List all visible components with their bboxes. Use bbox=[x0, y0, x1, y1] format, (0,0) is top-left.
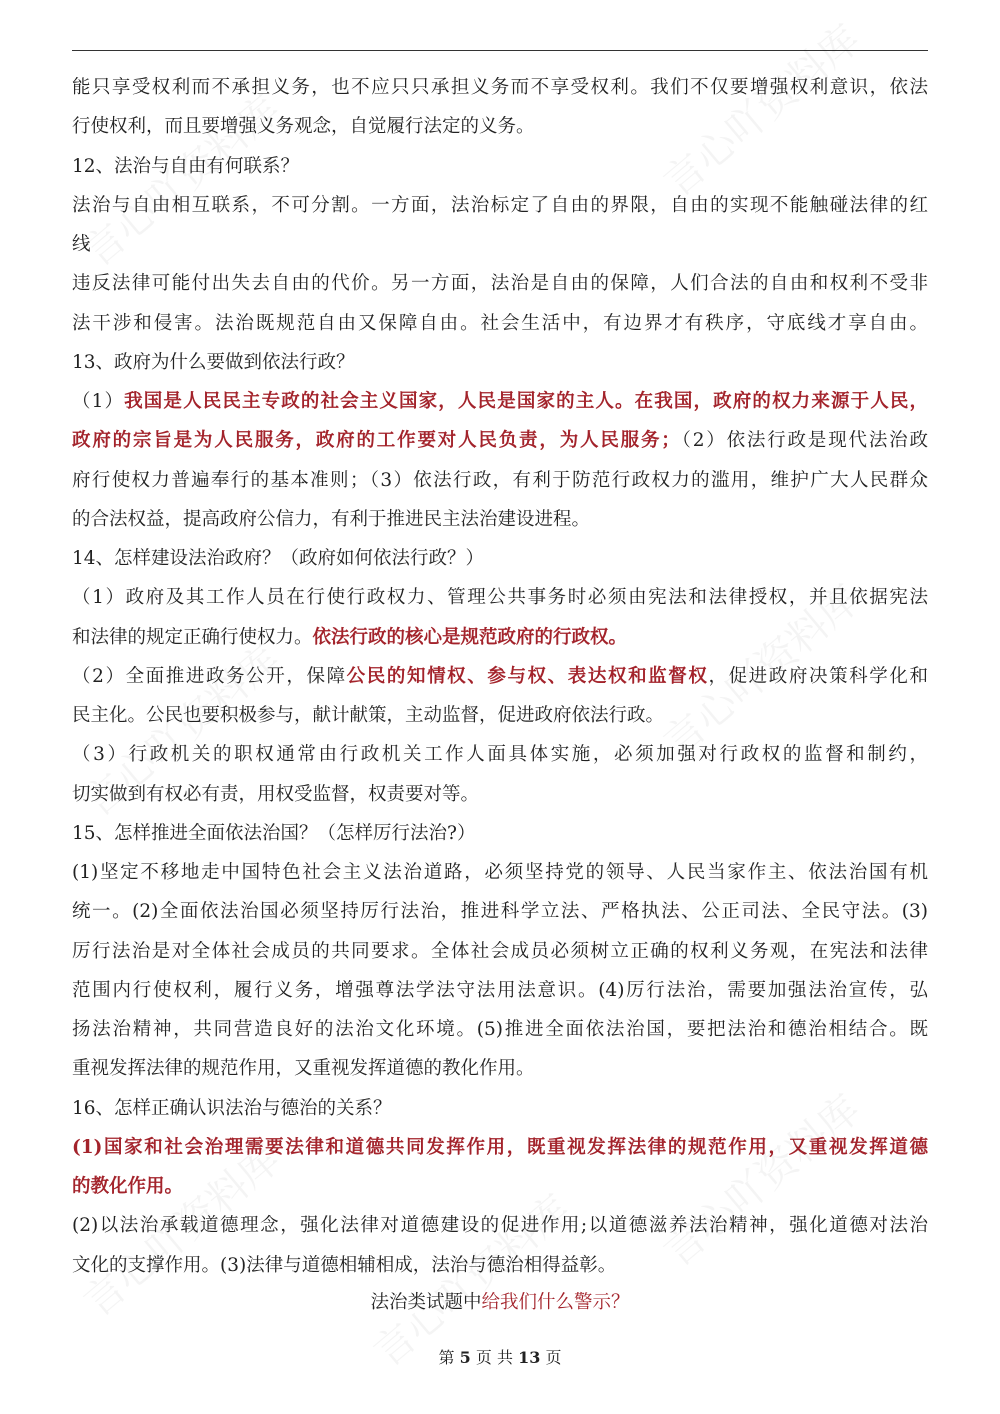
page-number: 5 bbox=[459, 1348, 471, 1367]
text-segment: 的合法权益，提高政府公信力，有利于推进民主法治建设进程。 bbox=[72, 508, 591, 530]
highlighted-text: 公民的知情权、参与权、表达权和监督权 bbox=[346, 665, 709, 687]
text-line bbox=[72, 1089, 928, 1128]
text-line bbox=[72, 618, 928, 657]
header-rule bbox=[72, 50, 928, 51]
text-line bbox=[72, 500, 928, 539]
text-segment: 和法律的规定正确行使权力。 bbox=[72, 626, 313, 648]
text-line bbox=[72, 1010, 928, 1049]
text-segment: 重视发挥法律的规范作用，又重视发挥道德的教化作用。 bbox=[72, 1058, 535, 1080]
document-body bbox=[72, 68, 928, 1285]
text-line bbox=[72, 264, 928, 303]
text-segment: 府行使权力普遍奉行的基本准则；（3）依法行政，有利于防范行政权力的滥用，维护广大人民群众 bbox=[72, 469, 928, 491]
text-segment: 法治与自由相互联系，不可分割。一方面，法治标定了自由的界限，自由的实现不能触碰法律的红 bbox=[72, 194, 928, 216]
text-segment: 扬法治精神，共同营造良好的法治文化环境。(5)推进全面依法治国，要把法治和德治相结合。既 bbox=[72, 1019, 928, 1040]
text-segment: （1） bbox=[72, 391, 125, 412]
text-line bbox=[72, 971, 928, 1010]
highlighted-text: (1)国家和社会治理需要法律和道德共同发挥作用，既重视发挥法律的规范作用，又重视发挥道德 bbox=[72, 1136, 928, 1158]
highlighted-text: 的教化作用。 bbox=[72, 1176, 184, 1197]
text-segment: 法干涉和侵害。法治既规范自由又保障自由。社会生活中，有边界才有秩序，守底线才享自由。 bbox=[72, 312, 928, 334]
text-segment: (1)坚定不移地走中国特色社会主义法治道路，必须坚持党的领导、人民当家作主、依法治国有机 bbox=[72, 862, 928, 883]
text-line bbox=[72, 578, 928, 617]
footer-mid: 页 共 bbox=[475, 1348, 513, 1367]
text-segment: 12、法治与自由有何联系？ bbox=[72, 155, 300, 177]
text-segment: （2）依法行政是现代法治政 bbox=[679, 430, 928, 452]
section-title-plain: 法治类试题中 bbox=[370, 1292, 482, 1313]
text-segment: （1）政府及其工作人员在行使行政权力、管理公共事务时必须由宪法和法律授权，并且依据宪法 bbox=[72, 587, 928, 609]
text-line bbox=[72, 814, 928, 853]
text-segment: 13、政府为什么要做到依法行政？ bbox=[72, 351, 355, 373]
page-footer bbox=[0, 1345, 1000, 1371]
footer-suffix: 页 bbox=[545, 1348, 562, 1367]
text-line bbox=[72, 1246, 928, 1285]
text-line bbox=[72, 225, 928, 264]
text-segment: 能只享受权利而不承担义务，也不应只只承担义务而不享受权利。我们不仅要增强权利意识，依法 bbox=[72, 77, 928, 98]
highlighted-text: 政府的宗旨是为人民服务，政府的工作要对人民负责，为人民服务； bbox=[72, 430, 680, 452]
text-segment: (2)以法治承载道德理念，强化法律对道德建设的促进作用;以道德滋养法治精神，强化道德对法治 bbox=[72, 1215, 928, 1237]
text-line bbox=[72, 461, 928, 500]
text-line bbox=[72, 657, 928, 696]
text-line bbox=[72, 735, 928, 774]
text-segment: 文化的支撑作用。(3)法律与道德相辅相成，法治与德治相得益彰。 bbox=[72, 1254, 617, 1276]
text-segment: 统一。(2)全面依法治国必须坚持厉行法治，推进科学立法、严格执法、公正司法、全民守法。(3) bbox=[72, 901, 928, 923]
text-line bbox=[72, 853, 928, 892]
text-segment: 范围内行使权利，履行义务，增强尊法学法守法用法意识。(4)厉行法治，需要加强法治宣传，弘 bbox=[72, 979, 928, 1001]
text-line bbox=[72, 107, 928, 146]
text-segment: 行使权利，而且要增强义务观念，自觉履行法定的义务。 bbox=[72, 116, 535, 138]
text-line bbox=[72, 382, 928, 421]
text-line bbox=[72, 1049, 928, 1088]
text-segment: 14、怎样建设法治政府？（政府如何依法行政？） bbox=[72, 548, 485, 569]
section-title bbox=[0, 1288, 1000, 1318]
page-total: 13 bbox=[518, 1348, 541, 1367]
text-line bbox=[72, 186, 928, 225]
footer-prefix: 第 bbox=[438, 1348, 455, 1367]
text-line bbox=[72, 932, 928, 971]
section-title-highlight: 给我们什么警示？ bbox=[481, 1292, 630, 1313]
text-line bbox=[72, 892, 928, 931]
text-line bbox=[72, 1206, 928, 1245]
text-segment: 15、怎样推进全面依法治国？（怎样厉行法治?） bbox=[72, 822, 476, 844]
text-segment: 切实做到有权必有责，用权受监督，权责要对等。 bbox=[72, 783, 480, 805]
text-line bbox=[72, 696, 928, 735]
text-line bbox=[72, 304, 928, 343]
text-segment: （3）行政机关的职权通常由行政机关工作人面具体实施，必须加强对行政权的监督和制约， bbox=[72, 744, 928, 766]
text-segment: 厉行法治是对全体社会成员的共同要求。全体社会成员必须树立正确的权利义务观，在宪法和法律 bbox=[72, 940, 928, 962]
text-segment: 违反法律可能付出失去自由的代价。另一方面，法治是自由的保障，人们合法的自由和权利不受非 bbox=[72, 273, 928, 295]
text-line bbox=[72, 343, 928, 382]
text-line bbox=[72, 421, 928, 460]
text-line bbox=[72, 147, 928, 186]
text-line bbox=[72, 1128, 928, 1167]
text-line bbox=[72, 539, 928, 578]
text-segment: 线 bbox=[72, 234, 91, 255]
text-line bbox=[72, 68, 928, 107]
highlighted-text: 我国是人民民主专政的社会主义国家，人民是国家的主人。在我国，政府的权力来源于人民， bbox=[124, 391, 928, 412]
text-segment: 民主化。公民也要积极参与，献计献策，主动监督，促进政府依法行政。 bbox=[72, 705, 665, 726]
text-segment: （2）全面推进政务公开，保障 bbox=[72, 665, 347, 687]
text-line bbox=[72, 775, 928, 814]
text-line bbox=[72, 1167, 928, 1206]
highlighted-text: 依法行政的核心是规范政府的行政权。 bbox=[312, 626, 628, 648]
text-segment: 16、怎样正确认识法治与德治的关系？ bbox=[72, 1097, 392, 1119]
text-segment: ，促进政府决策科学化和 bbox=[708, 665, 928, 687]
